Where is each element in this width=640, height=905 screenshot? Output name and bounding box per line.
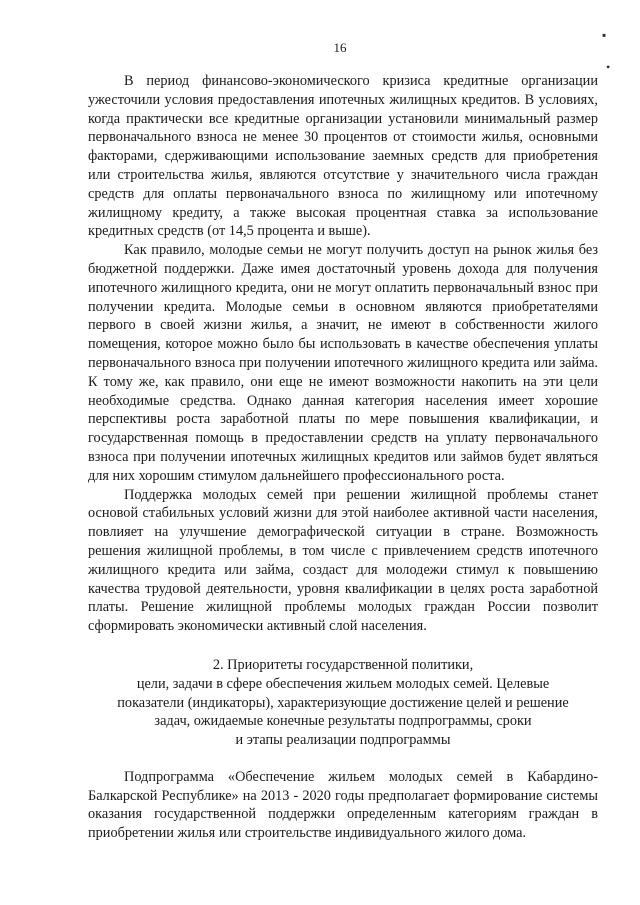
section-heading [88, 656, 598, 750]
scan-artifact-dot: ▪ [602, 28, 607, 42]
section-heading-line: и этапы реализации подпрограммы [235, 732, 451, 749]
paragraph-crisis-conditions: В период финансово-экономического кризиса кредитные организации ужесточили условия предоставления ипотечных жилищных кредитов. В условиях, когда практически все кредитные организации установили минимальный размер первоначального взноса не менее 30 процентов от стоимости жилья, основными факторами, сдерживающими использование заемных средств для приобретения или строительства жилья, являются отсутствие у значительного числа граждан средств для оплаты первоначального взноса по жилищному или ипотечному жилищному кредиту, а также высокая процентная ставка за использование кредитных средств (от 14,5 процента и выше). [88, 73, 598, 240]
section-heading-line: 2. Приоритеты государственной политики, [212, 656, 474, 673]
section-heading-line: цели, задачи в сфере обеспечения жильем молодых семей. Целевые [136, 675, 550, 692]
scan-artifact-dot: • [606, 60, 611, 74]
paragraph-subprogram-description: Подпрограмма «Обеспечение жильем молодых семей в Кабардино-Балкарской Республике» на 2013 - 2020 годы предполагает формирование системы оказания государственной поддержки определенным категориям граждан в приобретении жилья или строительстве индивидуального жилого дома. [88, 768, 598, 842]
section-heading-line: задач, ожидаемые конечные результаты подпрограммы, сроки [154, 713, 532, 730]
page-number: 16 [333, 40, 347, 55]
section-heading-line: показатели (индикаторы), характеризующие достижение целей и решение [117, 694, 569, 711]
paragraph-support-importance: Поддержка молодых семей при решении жилищной проблемы станет основой стабильных условий жизни для этой наиболее активной части населения, повлияет на улучшение демографической ситуации в стране. Возможность решения жилищной проблемы, в том числе с привлечением средств ипотечного жилищного кредита или займа, создаст для молодежи стимул к повышению качества трудовой деятельности, уровня квалификации в целях роста заработной платы. Решение жилищной проблемы молодых граждан России позволит сформировать экономически активный слой населения. [88, 486, 598, 635]
document-body [88, 72, 598, 843]
paragraph-young-families-access: Как правило, молодые семьи не могут получить доступ на рынок жилья без бюджетной поддержки. Даже имея достаточный уровень дохода для получения ипотечного жилищного кредита, они не могут оплатить первоначальный взнос при получении кредита. Молодые семьи в основном являются приобретателями первого в своей жизни жилья, а значит, не имеют в собственности жилого помещения, которое можно было бы использовать в качестве обеспечения уплаты первоначального взноса при получении ипотечного жилищного кредита или займа. К тому же, как правило, они еще не имеют возможности накопить на эти цели необходимые средства. Однако данная категория населения имеет хорошие перспективы роста заработной платы по мере повышения квалификации, и государственная помощь в предоставлении средств на уплату первоначального взноса при получении ипотечных жилищных кредитов или займов будет являться для них хорошим стимулом дальнейшего профессионального роста. [88, 242, 598, 484]
